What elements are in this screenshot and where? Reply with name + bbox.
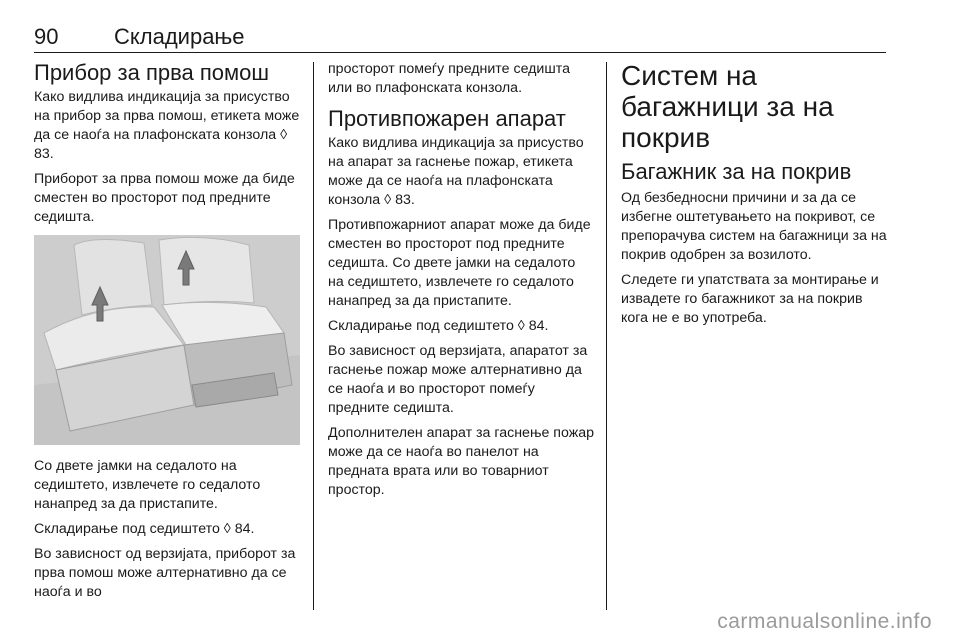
- paragraph: Како видлива индикација за присуство на апарат за гаснење пожар, етикета може да се наоѓа на плафонската конзола ◊ 83.: [328, 135, 584, 208]
- paragraph: Противпожарниот апарат може да биде сместен во просторот под предните седишта. Со двете јамки на седалото на седиштето, извлечете го седалото нанапред за да пристапите.: [328, 217, 591, 309]
- column-divider: [606, 62, 607, 610]
- paragraph: Во зависност од верзијата, приборот за прва помош може алтернативно да се наоѓа и во: [34, 546, 296, 600]
- paragraph: Следете ги упатствата за монтирање и извадете го багажникот за на покрив кога не е во употреба.: [621, 272, 879, 326]
- chapter-section-title: Систем на багажници за на покрив: [621, 60, 834, 153]
- paragraph: Складирање под седиштето ◊ 84.: [34, 521, 255, 537]
- paragraph: Приборот за прва помош може да биде сместен во просторот под предните седишта.: [34, 171, 295, 225]
- page-number: 90: [34, 24, 59, 49]
- paragraph: Во зависност од верзијата, апаратот за гаснење пожар може алтернативно да се наоѓа и во просторот помеѓу предните седишта.: [328, 343, 588, 416]
- column-roof-rack: [621, 60, 887, 334]
- seat-illustration: [34, 235, 300, 445]
- chapter-title: Складирање: [114, 24, 245, 49]
- section-title-first-aid: Прибор за прва помош: [34, 60, 270, 85]
- paragraph: Дополнителен апарат за гаснење пожар може да се наоѓа во панелот на предната врата или во товарниот простор.: [328, 425, 594, 498]
- section-title-fire-extinguisher: Противпожарен апарат: [328, 106, 566, 131]
- column-first-aid: [34, 60, 300, 608]
- paragraph: Со двете јамки на седалото на седиштето, извлечете го седалото нанапред за да пристапите.: [34, 458, 261, 512]
- paragraph: Од безбедносни причини и за да се избегне оштетувањето на покривот, се препорачува систем на багажници за на покрив одобрен за возилото.: [621, 190, 887, 263]
- subsection-title: Багажник за на покрив: [621, 159, 852, 184]
- page-header: [34, 24, 886, 53]
- column-divider: [313, 62, 314, 610]
- column-fire-extinguisher: [328, 60, 594, 506]
- paragraph: Складирање под седиштето ◊ 84.: [328, 318, 549, 334]
- seat-drawing: [34, 235, 300, 445]
- paragraph: Како видлива индикација за присуство на прибор за прва помош, етикета може да се наоѓа на плафонската конзола ◊ 83.: [34, 89, 300, 162]
- watermark: carmanualsonline.info: [717, 610, 932, 633]
- paragraph: просторот помеѓу предните седишта или во плафонската конзола.: [328, 61, 570, 96]
